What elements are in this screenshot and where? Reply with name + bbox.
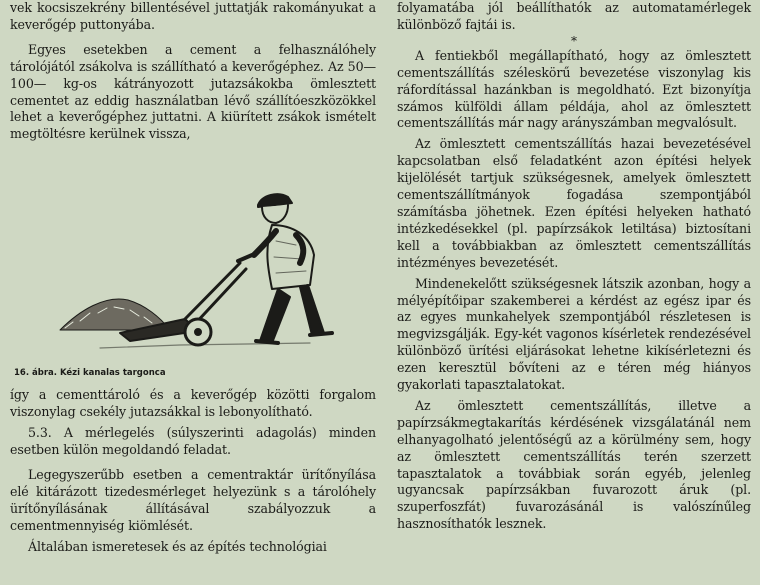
paragraph: Általában ismeretesek és az építés technológiai	[28, 538, 327, 554]
paragraph: vek kocsiszekrény billentésével juttatják rakományukat a keverőgép puttonyába.	[10, 0, 376, 32]
figure-hand-shovel-cart	[10, 145, 376, 377]
paragraph: Az ömlesztett cementszállítás, illetve a papírzsákmegtakarítás kérdésének vizsgálatánál nem elhanyagolható jelentőségű az a körülmény sem, hogy az ömlesztett cementszállítás terén szerzett tapasztalatok a továbbiak során egyéb, jelenleg ugyancsak papírzsákban fuvarozott áruk (pl. szuperfoszfát) fuvarozásánál is valószínűleg hasznosíthatók lesznek.	[397, 397, 751, 532]
figure-caption: 16. ábra. Kézi kanalas targonca	[14, 368, 166, 379]
paragraph: Legegyszerűbb esetben a cementraktár ürítőnyílása elé kitárázott tizedesmérleget helyezünk s a tárolóhely ürítőnyílásának állításával szabályozzuk a cementmennyiség kiömlését.	[10, 466, 376, 533]
paragraph: folyamatába jól beállíthatók az automatamérlegek különböző fajtái is.	[397, 0, 751, 32]
paragraph: Mindenekelőtt szükségesnek látszik azonban, hogy a mélyépítőipar szakemberei a kérdést az egész ipar és az egyes munkahelyek szempontjából részletesen is megvizsgálják. Egy-két vagonos kísérletek rendezésével különböző ürítési eljárásokat lehetne kikísérletezni és ezen keresztül bővíteni az e téren még hiányos gyakorlati tapasztalatokat.	[397, 275, 751, 393]
paragraph: Egyes esetekben a cement a felhasználóhely tárolójától zsákolva is szállítható a keverőgéphez. Az 50—100— kg-os kátrányozott jutazsákokba ömlesztett cementet az eddig használatban lévő szállítóeszközökkel lehet a keverőgéphez juttatni. A kiürített zsákok ismételt megtöltésre kerülnek vissza,	[10, 41, 376, 142]
paragraph: így a cementtároló és a keverőgép közötti forgalom viszonylag csekély jutazsákkal is lebonyolítható.	[10, 387, 376, 420]
right-column	[397, 0, 751, 533]
paragraph: A fentiekből megállapítható, hogy az ömlesztett cementszállítás széleskörű bevezetése viszonylag kis ráfordítással hazánkban is megoldható. Ezt bizonyítja számos külföldi állam példája, ahol az ömlesztett cementszállítás már nagy arányszámban megvalósult.	[397, 47, 751, 131]
paragraph: Az ömlesztett cementszállítás hazai bevezetésével kapcsolatban első feladatként azon építési helyek kijelölését tartjuk szükségesnek, amelyek ömlesztett cementszállítmányok fogadása szempontjából számításba jöhetnek. Ezen építési helyeken hatható intézkedésekkel (pl. papírzsákok letiltása) biztosítani kell a továbbiakban az ömlesztett cementszállítás intézményes bevezetését.	[397, 136, 751, 270]
section-separator: *	[571, 33, 577, 48]
left-column	[10, 0, 376, 555]
section-paragraph: 5.3. A mérlegelés (súlyszerinti adagolás) minden esetben külön megoldandó feladat.	[10, 425, 376, 457]
worker-with-cart-illustration	[10, 145, 376, 365]
